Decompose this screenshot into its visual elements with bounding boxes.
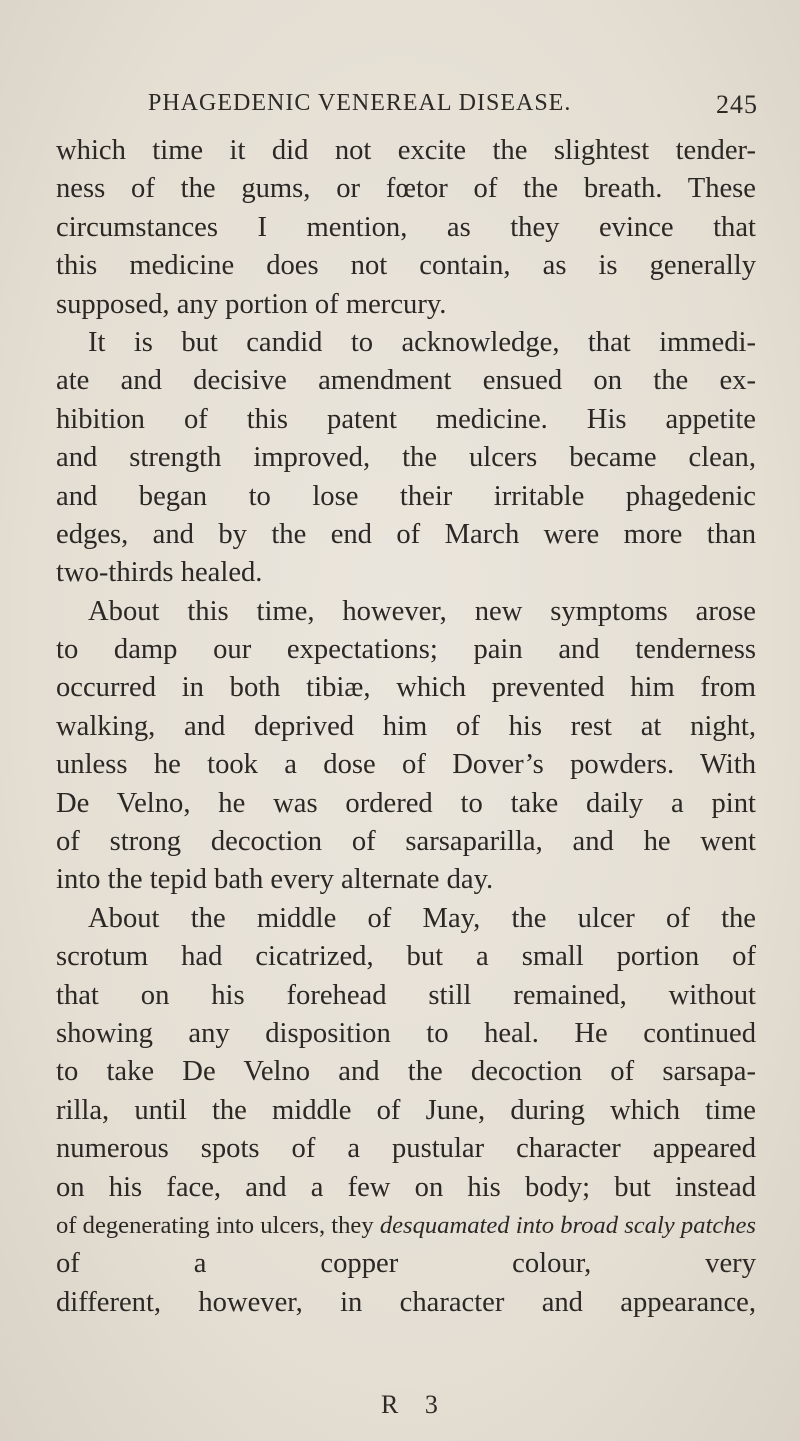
text-line: of strong decoction of sarsaparilla, and he went [56, 826, 756, 858]
text-line: rilla, until the middle of June, during which time [56, 1094, 756, 1126]
text-line: to damp our expectations; pain and tenderness [56, 634, 756, 666]
text-line: which time it did not excite the slightest tender- [56, 135, 756, 166]
text-line-split [56, 1207, 756, 1245]
text-run: of degenerating into ulcers, they [56, 1211, 374, 1239]
text-line: showing any disposition to heal. He continued [56, 1017, 756, 1049]
text-line: walking, and deprived him of his rest at night, [56, 710, 756, 742]
text-line: circumstances I mention, as they evince that [56, 211, 756, 243]
italic-run: desquamated into broad scaly patches [379, 1211, 756, 1239]
text-line: into the tepid bath every alternate day. [56, 864, 494, 896]
page-number: 245 [716, 90, 758, 119]
running-title: PHAGEDENIC VENEREAL DISEASE. [148, 90, 572, 116]
text-run: of a copper colour, very [56, 1248, 756, 1280]
text-line: occurred in both tibiæ, which prevented him from [56, 672, 756, 704]
text-line: that on his forehead still remained, without [56, 979, 756, 1011]
text-line: scrotum had cicatrized, but a small portion of [56, 941, 756, 973]
text-line: numerous spots of a pustular character appeared [56, 1133, 756, 1165]
text-line: De Velno, he was ordered to take daily a pint [56, 787, 756, 819]
text-line: hibition of this patent medicine. His appetite [56, 403, 756, 435]
text-line: and began to lose their irritable phagedenic [56, 480, 756, 512]
text-line: to take De Velno and the decoction of sarsapa- [56, 1056, 756, 1088]
paragraph-start-line: About the middle of May, the ulcer of the [88, 902, 756, 934]
text-line: two-thirds healed. [56, 557, 263, 589]
text-line: unless he took a dose of Dover’s powders. With [56, 749, 756, 781]
text-line: different, however, in character and appearance, [56, 1286, 756, 1318]
paragraph-start-line: About this time, however, new symptoms arose [88, 595, 756, 627]
text-line: ness of the gums, or fœtor of the breath. These [56, 173, 756, 205]
running-head [148, 90, 758, 130]
body-text [56, 132, 756, 1322]
text-line: and strength improved, the ulcers became clean, [56, 442, 756, 474]
text-line: edges, and by the end of March were more than [56, 518, 756, 550]
text-line-split [56, 1245, 756, 1283]
text-line: supposed, any portion of mercury. [56, 288, 447, 320]
paragraph-start-line: It is but candid to acknowledge, that immedi- [88, 326, 756, 358]
text-line: on his face, and a few on his body; but instead [56, 1171, 756, 1203]
text-line: ate and decisive amendment ensued on the ex- [56, 365, 756, 397]
signature-mark: R 3 [381, 1390, 448, 1419]
text-line: this medicine does not contain, as is generally [56, 250, 756, 282]
